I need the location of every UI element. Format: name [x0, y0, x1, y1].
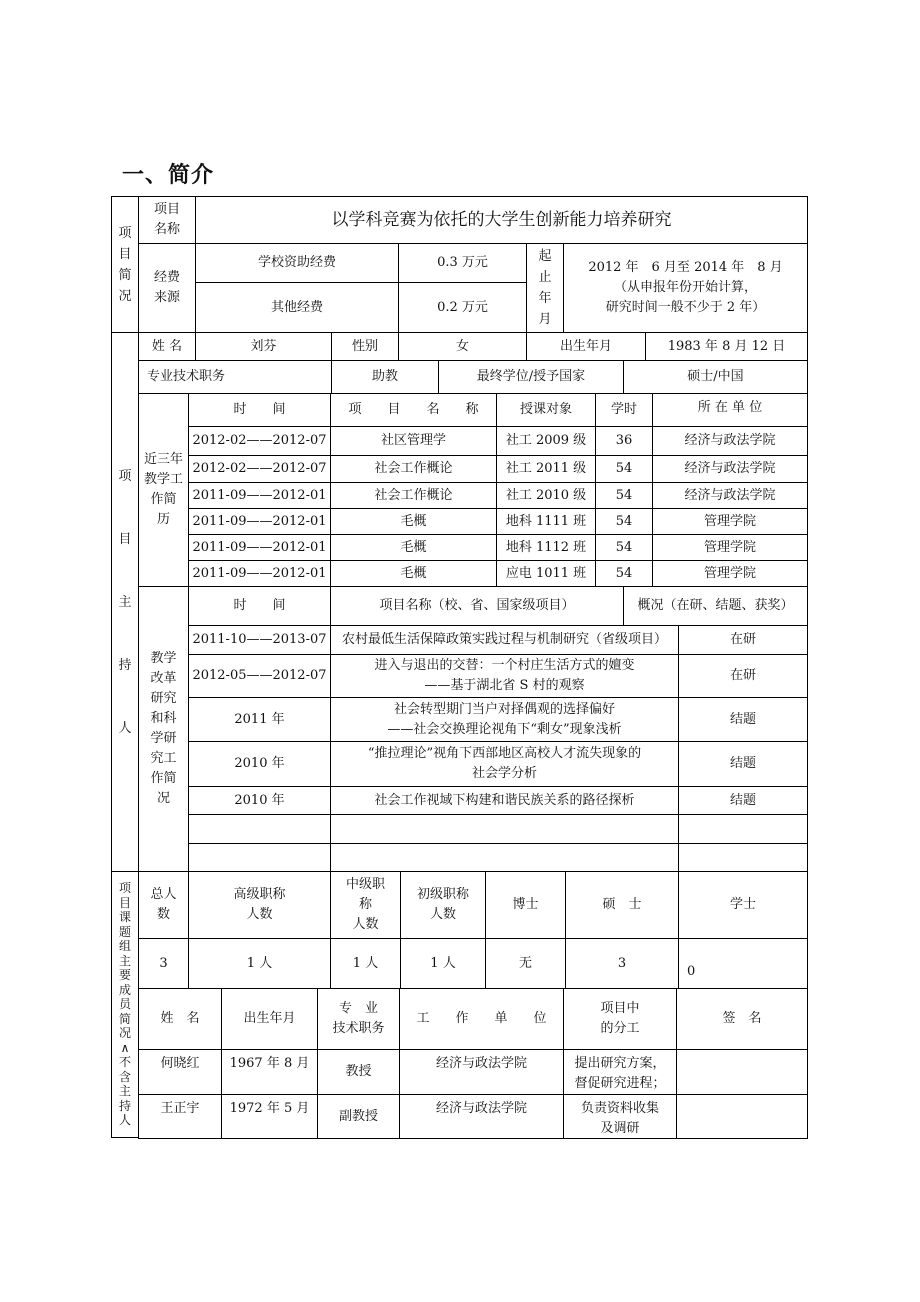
table-cell: 地科 1111 班 [496, 508, 596, 535]
table-cell: “推拉理论”视角下西部地区高校人才流失现象的 社会学分析 [330, 741, 679, 787]
teaching-header-course: 项 目 名 称 [330, 393, 497, 427]
table-cell: 管理学院 [652, 560, 808, 587]
table-cell: 2011 年 [188, 697, 331, 742]
team-count-junior: 1 人 [400, 938, 486, 989]
table-cell: 毛概 [330, 560, 497, 587]
table-cell: 王正宇 [138, 1094, 222, 1139]
research-header-status: 概况（在研、结题、获奖） [623, 586, 808, 626]
table-cell: 社会工作概论 [330, 482, 497, 509]
signature-field[interactable] [676, 1094, 808, 1139]
table-cell: 社区管理学 [330, 426, 497, 456]
school-funding-label: 学校资助经费 [195, 243, 399, 283]
table-cell [188, 814, 331, 844]
teaching-header-time: 时 间 [188, 393, 331, 427]
period-value: 2012 年 6 月至 2014 年 8 月 （从申报年份开始计算， 研究时间一般不少于 2 年） [563, 243, 808, 333]
table-cell: 结题 [678, 741, 808, 787]
other-funding-label: 其他经费 [195, 282, 399, 333]
host-title-value: 助教 [331, 360, 439, 394]
team-header-phd: 博士 [485, 871, 566, 939]
team-header-senior: 高级职称 人数 [188, 871, 331, 939]
host-name-label: 姓 名 [138, 332, 196, 361]
host-degree-label: 最终学位/授予国家 [438, 360, 624, 394]
table-cell: 2011-09——2012-01 [188, 508, 331, 535]
table-cell: 社工 2011 级 [496, 455, 596, 483]
school-funding-value: 0.3 万元 [398, 243, 527, 283]
table-cell: 经济与政法学院 [399, 1094, 564, 1139]
team-header-intermediate: 中级职 称 人数 [330, 871, 401, 939]
project-section-label: 项 目 简 况 [111, 196, 139, 333]
member-header-name: 姓 名 [138, 988, 222, 1050]
table-cell: 社工 2010 级 [496, 482, 596, 509]
table-cell: 54 [595, 560, 653, 587]
host-birth-value: 1983 年 8 月 12 日 [645, 332, 808, 361]
teaching-header-hours: 学时 [595, 393, 653, 427]
table-cell [678, 843, 808, 872]
team-count-phd: 无 [485, 938, 566, 989]
member-header-title: 专 业 技术职务 [317, 988, 400, 1050]
table-cell: 2010 年 [188, 741, 331, 787]
table-cell: 36 [595, 426, 653, 456]
table-cell [188, 843, 331, 872]
member-header-role: 项目中 的分工 [563, 988, 677, 1050]
table-cell: 毛概 [330, 534, 497, 561]
host-name-value: 刘芬 [195, 332, 332, 361]
table-cell [330, 814, 679, 844]
member-header-birth: 出生年月 [221, 988, 318, 1050]
research-history-label: 教学 改革 研究 和科 学研 究工 作简 况 [138, 586, 189, 872]
table-cell: 副教授 [317, 1094, 400, 1139]
member-header-signature: 签 名 [676, 988, 808, 1050]
teaching-header-students: 授课对象 [496, 393, 596, 427]
table-cell: 结题 [678, 786, 808, 815]
teaching-history-label: 近三年 教学工 作简 历 [138, 393, 189, 587]
table-cell: 管理学院 [652, 534, 808, 561]
table-cell: 2011-10——2013-07 [188, 625, 331, 655]
table-cell: 54 [595, 482, 653, 509]
period-label: 起 止 年 月 [526, 243, 564, 333]
table-cell: 社会转型期门当户对择偶观的选择偏好 ——社会交换理论视角下“剩女”现象浅析 [330, 697, 679, 742]
table-cell [330, 843, 679, 872]
table-cell: 社工 2009 级 [496, 426, 596, 456]
table-cell: 1972 年 5 月 [221, 1094, 318, 1139]
team-header-master: 硕 士 [565, 871, 679, 939]
team-count-senior: 1 人 [188, 938, 331, 989]
table-cell: 1967 年 8 月 [221, 1049, 318, 1095]
team-header-junior: 初级职称 人数 [400, 871, 486, 939]
teaching-header-unit: 所 在 单 位 [652, 393, 808, 427]
host-degree-value: 硕士/中国 [623, 360, 808, 394]
table-cell: 教授 [317, 1049, 400, 1095]
table-cell: 管理学院 [652, 508, 808, 535]
table-cell: 54 [595, 534, 653, 561]
table-cell: 地科 1112 班 [496, 534, 596, 561]
host-section-label: 项 目 主 持 人 [111, 332, 139, 872]
table-cell: 2011-09——2012-01 [188, 560, 331, 587]
table-cell: 2012-02——2012-07 [188, 455, 331, 483]
team-count-total: 3 [138, 938, 189, 989]
host-gender-label: 性别 [331, 332, 399, 361]
member-header-unit: 工 作 单 位 [399, 988, 564, 1050]
team-count-intermediate: 1 人 [330, 938, 401, 989]
table-cell: 54 [595, 508, 653, 535]
team-section-label: 项 目 课 题 组 主 要 成 员 简 况 ∧ 不 含 主 持 人 [111, 871, 139, 1138]
project-name-label: 项目 名称 [138, 196, 196, 244]
table-cell: 2012-05——2012-07 [188, 654, 331, 698]
table-cell: 54 [595, 455, 653, 483]
table-cell: 毛概 [330, 508, 497, 535]
table-cell: 经济与政法学院 [399, 1049, 564, 1095]
table-cell [678, 814, 808, 844]
table-cell: 2011-09——2012-01 [188, 482, 331, 509]
team-header-total: 总人 数 [138, 871, 189, 939]
table-cell: 2010 年 [188, 786, 331, 815]
signature-field[interactable] [676, 1049, 808, 1095]
project-name-value: 以学科竞赛为依托的大学生创新能力培养研究 [195, 196, 808, 244]
host-birth-label: 出生年月 [526, 332, 646, 361]
table-cell: 结题 [678, 697, 808, 742]
table-cell: 提出研究方案， 督促研究进程； [563, 1049, 677, 1095]
table-cell: 2012-02——2012-07 [188, 426, 331, 456]
team-count-bachelor: 0 [678, 938, 808, 989]
host-title-label: 专业技术职务 [138, 360, 332, 394]
team-count-master: 3 [565, 938, 679, 989]
table-cell: 社会工作视域下构建和谐民族关系的路径探析 [330, 786, 679, 815]
table-cell: 应电 1011 班 [496, 560, 596, 587]
table-cell: 在研 [678, 625, 808, 655]
table-cell: 2011-09——2012-01 [188, 534, 331, 561]
table-cell: 在研 [678, 654, 808, 698]
table-cell: 进入与退出的交替：一个村庄生活方式的嬗变 ——基于湖北省 S 村的观察 [330, 654, 679, 698]
page-title: 一、简介 [122, 163, 215, 188]
team-header-bachelor: 学士 [678, 871, 808, 939]
table-cell: 农村最低生活保障政策实践过程与机制研究（省级项目） [330, 625, 679, 655]
table-cell: 何晓红 [138, 1049, 222, 1095]
table-cell: 社会工作概论 [330, 455, 497, 483]
host-gender-value: 女 [398, 332, 527, 361]
research-header-project: 项目名称（校、省、国家级项目） [330, 586, 624, 626]
funding-source-label: 经费 来源 [138, 243, 196, 333]
table-cell: 经济与政法学院 [652, 426, 808, 456]
research-header-time: 时 间 [188, 586, 331, 626]
table-cell: 经济与政法学院 [652, 455, 808, 483]
table-cell: 负责资料收集 及调研 [563, 1094, 677, 1139]
table-cell: 经济与政法学院 [652, 482, 808, 509]
other-funding-value: 0.2 万元 [398, 282, 527, 333]
